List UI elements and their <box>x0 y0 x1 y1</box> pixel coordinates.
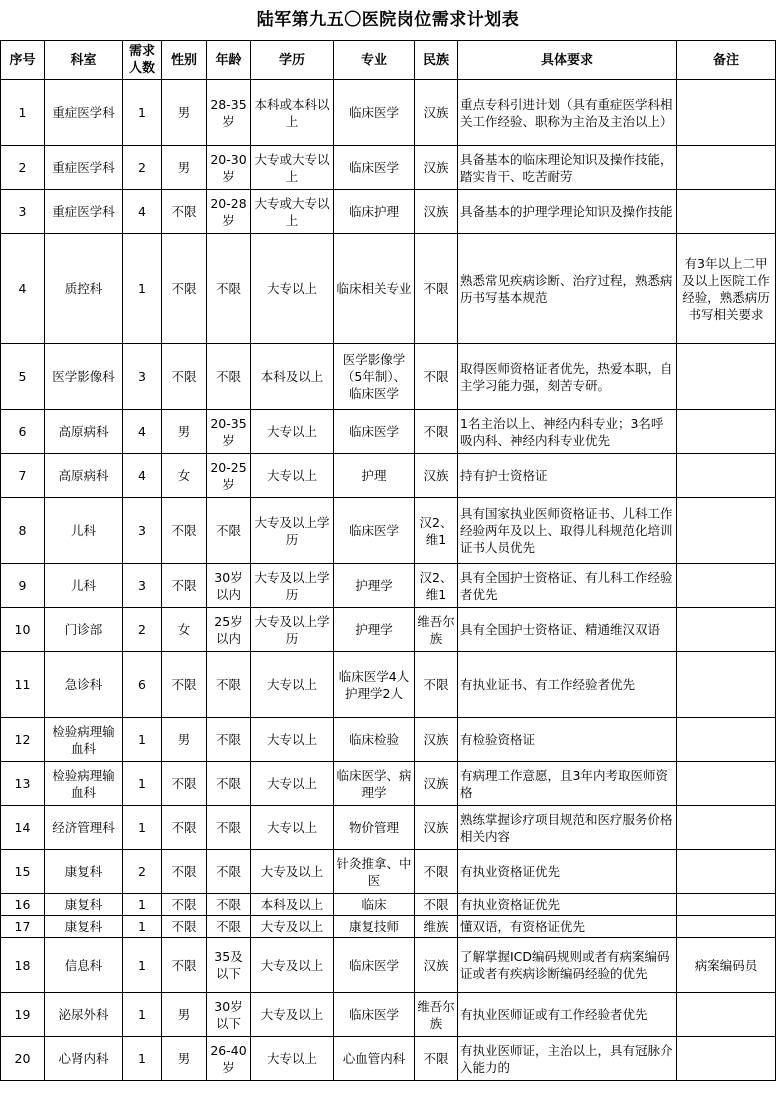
cell-gender: 不限 <box>162 344 207 410</box>
cell-ethnic: 维族 <box>415 916 458 938</box>
cell-req: 具有全国护士资格证、有儿科工作经验者优先 <box>458 564 677 608</box>
cell-req: 懂双语，有资格证优先 <box>458 916 677 938</box>
header-major: 专业 <box>334 41 415 80</box>
cell-edu: 本科及以上 <box>251 894 334 916</box>
cell-no: 15 <box>1 850 45 894</box>
cell-count: 1 <box>123 916 162 938</box>
cell-count: 2 <box>123 146 162 190</box>
cell-major: 临床医学 <box>334 146 415 190</box>
cell-major: 物价管理 <box>334 806 415 850</box>
header-gender: 性别 <box>162 41 207 80</box>
cell-edu: 大专以上 <box>251 1037 334 1081</box>
cell-dept: 质控科 <box>45 234 123 344</box>
cell-note: 病案编码员 <box>677 938 776 993</box>
header-req: 具体要求 <box>458 41 677 80</box>
cell-count: 3 <box>123 564 162 608</box>
cell-age: 不限 <box>207 850 251 894</box>
cell-major: 护理 <box>334 454 415 498</box>
cell-no: 11 <box>1 652 45 718</box>
table-row <box>1 916 776 938</box>
cell-age: 20-30岁 <box>207 146 251 190</box>
cell-dept: 检验病理输血科 <box>45 762 123 806</box>
cell-ethnic: 不限 <box>415 344 458 410</box>
cell-dept: 心肾内科 <box>45 1037 123 1081</box>
cell-edu: 大专及以上 <box>251 993 334 1037</box>
cell-count: 2 <box>123 850 162 894</box>
cell-req: 重点专科引进计划（具有重症医学科相关工作经验、职称为主治及主治以上） <box>458 80 677 146</box>
cell-req: 取得医师资格证者优先，热爱本职，自主学习能力强，刻苦专研。 <box>458 344 677 410</box>
cell-note <box>677 762 776 806</box>
cell-dept: 急诊科 <box>45 652 123 718</box>
cell-ethnic: 汉族 <box>415 806 458 850</box>
cell-major: 针灸推拿、中医 <box>334 850 415 894</box>
cell-count: 6 <box>123 652 162 718</box>
cell-edu: 大专以上 <box>251 718 334 762</box>
cell-age: 不限 <box>207 652 251 718</box>
cell-gender: 不限 <box>162 652 207 718</box>
cell-no: 6 <box>1 410 45 454</box>
cell-req: 熟练掌握诊疗项目规范和医疗服务价格相关内容 <box>458 806 677 850</box>
cell-gender: 不限 <box>162 498 207 564</box>
cell-note <box>677 344 776 410</box>
cell-ethnic: 不限 <box>415 850 458 894</box>
cell-no: 20 <box>1 1037 45 1081</box>
cell-edu: 大专或大专以上 <box>251 190 334 234</box>
cell-note <box>677 454 776 498</box>
cell-no: 19 <box>1 993 45 1037</box>
cell-dept: 门诊部 <box>45 608 123 652</box>
cell-count: 3 <box>123 498 162 564</box>
cell-gender: 女 <box>162 608 207 652</box>
cell-no: 5 <box>1 344 45 410</box>
cell-dept: 重症医学科 <box>45 80 123 146</box>
cell-gender: 男 <box>162 1037 207 1081</box>
header-count: 需求人数 <box>123 41 162 80</box>
cell-dept: 泌尿外科 <box>45 993 123 1037</box>
cell-no: 13 <box>1 762 45 806</box>
cell-note <box>677 190 776 234</box>
cell-ethnic: 不限 <box>415 894 458 916</box>
cell-req: 有执业医师证或有工作经验者优先 <box>458 993 677 1037</box>
cell-note <box>677 1037 776 1081</box>
cell-ethnic: 汉2、维1 <box>415 498 458 564</box>
cell-req: 有执业医师证，主治以上，具有冠脉介入能力的 <box>458 1037 677 1081</box>
header-edu: 学历 <box>251 41 334 80</box>
cell-count: 1 <box>123 80 162 146</box>
cell-count: 1 <box>123 993 162 1037</box>
cell-major: 临床 <box>334 894 415 916</box>
cell-note <box>677 80 776 146</box>
cell-dept: 检验病理输血科 <box>45 718 123 762</box>
cell-no: 3 <box>1 190 45 234</box>
cell-no: 7 <box>1 454 45 498</box>
cell-req: 具备基本的护理学理论知识及操作技能 <box>458 190 677 234</box>
cell-count: 4 <box>123 410 162 454</box>
cell-req: 有执业资格证优先 <box>458 894 677 916</box>
cell-edu: 大专及以上 <box>251 850 334 894</box>
cell-note <box>677 718 776 762</box>
cell-no: 16 <box>1 894 45 916</box>
cell-edu: 大专或大专以上 <box>251 146 334 190</box>
cell-req: 熟悉常见疾病诊断、治疗过程，熟悉病历书写基本规范 <box>458 234 677 344</box>
cell-major: 临床护理 <box>334 190 415 234</box>
cell-note <box>677 146 776 190</box>
page-title: 陆军第九五〇医院岗位需求计划表 <box>256 10 520 30</box>
cell-age: 不限 <box>207 718 251 762</box>
cell-age: 26-40岁 <box>207 1037 251 1081</box>
table-row <box>1 234 776 344</box>
cell-age: 不限 <box>207 894 251 916</box>
table-row <box>1 1037 776 1081</box>
cell-req: 具有国家执业医师资格证书、儿科工作经验两年及以上、取得儿科规范化培训证书人员优先 <box>458 498 677 564</box>
cell-age: 不限 <box>207 344 251 410</box>
job-requirements-table <box>0 40 776 1081</box>
cell-count: 1 <box>123 718 162 762</box>
cell-ethnic: 汉族 <box>415 190 458 234</box>
cell-note: 有3年以上二甲及以上医院工作经验，熟悉病历书写相关要求 <box>677 234 776 344</box>
cell-major: 护理学 <box>334 608 415 652</box>
cell-gender: 不限 <box>162 894 207 916</box>
cell-gender: 不限 <box>162 190 207 234</box>
cell-dept: 康复科 <box>45 916 123 938</box>
cell-count: 1 <box>123 1037 162 1081</box>
table-row <box>1 344 776 410</box>
cell-major: 临床医学 <box>334 993 415 1037</box>
cell-count: 4 <box>123 454 162 498</box>
table-row <box>1 564 776 608</box>
cell-edu: 大专以上 <box>251 454 334 498</box>
cell-ethnic: 不限 <box>415 1037 458 1081</box>
cell-note <box>677 410 776 454</box>
table-row <box>1 762 776 806</box>
cell-count: 1 <box>123 806 162 850</box>
cell-gender: 不限 <box>162 938 207 993</box>
cell-ethnic: 汉2、维1 <box>415 564 458 608</box>
table-row <box>1 454 776 498</box>
cell-ethnic: 汉族 <box>415 146 458 190</box>
cell-edu: 大专及以上 <box>251 938 334 993</box>
table-row <box>1 608 776 652</box>
cell-no: 18 <box>1 938 45 993</box>
table-row <box>1 80 776 146</box>
cell-count: 4 <box>123 190 162 234</box>
cell-no: 12 <box>1 718 45 762</box>
cell-ethnic: 不限 <box>415 410 458 454</box>
cell-req: 1名主治以上、神经内科专业；3名呼吸内科、神经内科专业优先 <box>458 410 677 454</box>
table-row <box>1 190 776 234</box>
cell-req: 有执业资格证优先 <box>458 850 677 894</box>
table-row <box>1 498 776 564</box>
cell-count: 1 <box>123 234 162 344</box>
cell-dept: 信息科 <box>45 938 123 993</box>
cell-note <box>677 498 776 564</box>
cell-edu: 大专以上 <box>251 410 334 454</box>
cell-dept: 经济管理科 <box>45 806 123 850</box>
cell-dept: 重症医学科 <box>45 146 123 190</box>
cell-count: 3 <box>123 344 162 410</box>
cell-note <box>677 916 776 938</box>
cell-gender: 男 <box>162 80 207 146</box>
cell-count: 1 <box>123 938 162 993</box>
cell-age: 30岁以下 <box>207 993 251 1037</box>
cell-edu: 本科或本科以上 <box>251 80 334 146</box>
cell-edu: 大专以上 <box>251 234 334 344</box>
cell-major: 临床医学 <box>334 938 415 993</box>
cell-dept: 高原病科 <box>45 410 123 454</box>
cell-edu: 大专及以上学历 <box>251 608 334 652</box>
cell-major: 临床医学 <box>334 410 415 454</box>
cell-major: 心血管内科 <box>334 1037 415 1081</box>
table-header-row <box>1 41 776 80</box>
cell-no: 2 <box>1 146 45 190</box>
cell-count: 1 <box>123 762 162 806</box>
cell-no: 17 <box>1 916 45 938</box>
table-row <box>1 718 776 762</box>
cell-gender: 不限 <box>162 916 207 938</box>
cell-ethnic: 汉族 <box>415 938 458 993</box>
cell-age: 不限 <box>207 762 251 806</box>
cell-count: 2 <box>123 608 162 652</box>
cell-note <box>677 608 776 652</box>
cell-age: 28-35岁 <box>207 80 251 146</box>
cell-age: 20-35岁 <box>207 410 251 454</box>
table-row <box>1 806 776 850</box>
table-row <box>1 146 776 190</box>
cell-req: 具有全国护士资格证、精通维汉双语 <box>458 608 677 652</box>
cell-edu: 本科及以上 <box>251 344 334 410</box>
cell-dept: 医学影像科 <box>45 344 123 410</box>
table-row <box>1 938 776 993</box>
cell-major: 临床医学、病理学 <box>334 762 415 806</box>
cell-gender: 不限 <box>162 564 207 608</box>
cell-ethnic: 维吾尔族 <box>415 608 458 652</box>
cell-gender: 不限 <box>162 234 207 344</box>
cell-age: 25岁以内 <box>207 608 251 652</box>
cell-ethnic: 汉族 <box>415 80 458 146</box>
table-row <box>1 993 776 1037</box>
header-dept: 科室 <box>45 41 123 80</box>
cell-edu: 大专以上 <box>251 652 334 718</box>
cell-age: 30岁以内 <box>207 564 251 608</box>
cell-no: 10 <box>1 608 45 652</box>
cell-edu: 大专及以上 <box>251 916 334 938</box>
cell-edu: 大专以上 <box>251 762 334 806</box>
cell-no: 9 <box>1 564 45 608</box>
cell-gender: 不限 <box>162 762 207 806</box>
cell-no: 8 <box>1 498 45 564</box>
cell-note <box>677 850 776 894</box>
cell-dept: 儿科 <box>45 564 123 608</box>
cell-dept: 高原病科 <box>45 454 123 498</box>
cell-req: 有病理工作意愿，且3年内考取医师资格 <box>458 762 677 806</box>
cell-major: 临床相关专业 <box>334 234 415 344</box>
cell-ethnic: 维吾尔族 <box>415 993 458 1037</box>
cell-edu: 大专以上 <box>251 806 334 850</box>
header-age: 年龄 <box>207 41 251 80</box>
cell-age: 35及以下 <box>207 938 251 993</box>
header-ethnic: 民族 <box>415 41 458 80</box>
cell-age: 20-25岁 <box>207 454 251 498</box>
cell-major: 护理学 <box>334 564 415 608</box>
header-no: 序号 <box>1 41 45 80</box>
cell-req: 持有护士资格证 <box>458 454 677 498</box>
cell-note <box>677 993 776 1037</box>
table-row <box>1 410 776 454</box>
cell-note <box>677 806 776 850</box>
cell-edu: 大专及以上学历 <box>251 498 334 564</box>
cell-gender: 不限 <box>162 806 207 850</box>
cell-age: 不限 <box>207 806 251 850</box>
cell-dept: 康复科 <box>45 894 123 916</box>
cell-dept: 康复科 <box>45 850 123 894</box>
cell-ethnic: 不限 <box>415 652 458 718</box>
cell-age: 不限 <box>207 234 251 344</box>
cell-gender: 男 <box>162 993 207 1037</box>
cell-major: 临床医学 <box>334 498 415 564</box>
cell-no: 4 <box>1 234 45 344</box>
cell-gender: 男 <box>162 718 207 762</box>
cell-major: 临床医学 <box>334 80 415 146</box>
cell-gender: 男 <box>162 146 207 190</box>
cell-no: 1 <box>1 80 45 146</box>
table-row <box>1 894 776 916</box>
cell-ethnic: 汉族 <box>415 762 458 806</box>
cell-dept: 重症医学科 <box>45 190 123 234</box>
cell-req: 了解掌握ICD编码规则或者有病案编码证或者有疾病诊断编码经验的优先 <box>458 938 677 993</box>
cell-gender: 男 <box>162 410 207 454</box>
cell-count: 1 <box>123 894 162 916</box>
cell-edu: 大专及以上学历 <box>251 564 334 608</box>
cell-age: 20-28岁 <box>207 190 251 234</box>
cell-major: 医学影像学（5年制）、临床医学 <box>334 344 415 410</box>
cell-age: 不限 <box>207 498 251 564</box>
cell-req: 有检验资格证 <box>458 718 677 762</box>
cell-major: 临床医学4人 护理学2人 <box>334 652 415 718</box>
cell-major: 临床检验 <box>334 718 415 762</box>
cell-gender: 不限 <box>162 850 207 894</box>
cell-note <box>677 564 776 608</box>
cell-req: 有执业证书、有工作经验者优先 <box>458 652 677 718</box>
cell-req: 具备基本的临床理论知识及操作技能，踏实肯干、吃苦耐劳 <box>458 146 677 190</box>
cell-dept: 儿科 <box>45 498 123 564</box>
cell-ethnic: 不限 <box>415 234 458 344</box>
table-row <box>1 652 776 718</box>
cell-note <box>677 894 776 916</box>
cell-no: 14 <box>1 806 45 850</box>
cell-note <box>677 652 776 718</box>
header-note: 备注 <box>677 41 776 80</box>
cell-age: 不限 <box>207 916 251 938</box>
cell-major: 康复技师 <box>334 916 415 938</box>
cell-gender: 女 <box>162 454 207 498</box>
cell-ethnic: 汉族 <box>415 718 458 762</box>
table-row <box>1 850 776 894</box>
cell-ethnic: 汉族 <box>415 454 458 498</box>
